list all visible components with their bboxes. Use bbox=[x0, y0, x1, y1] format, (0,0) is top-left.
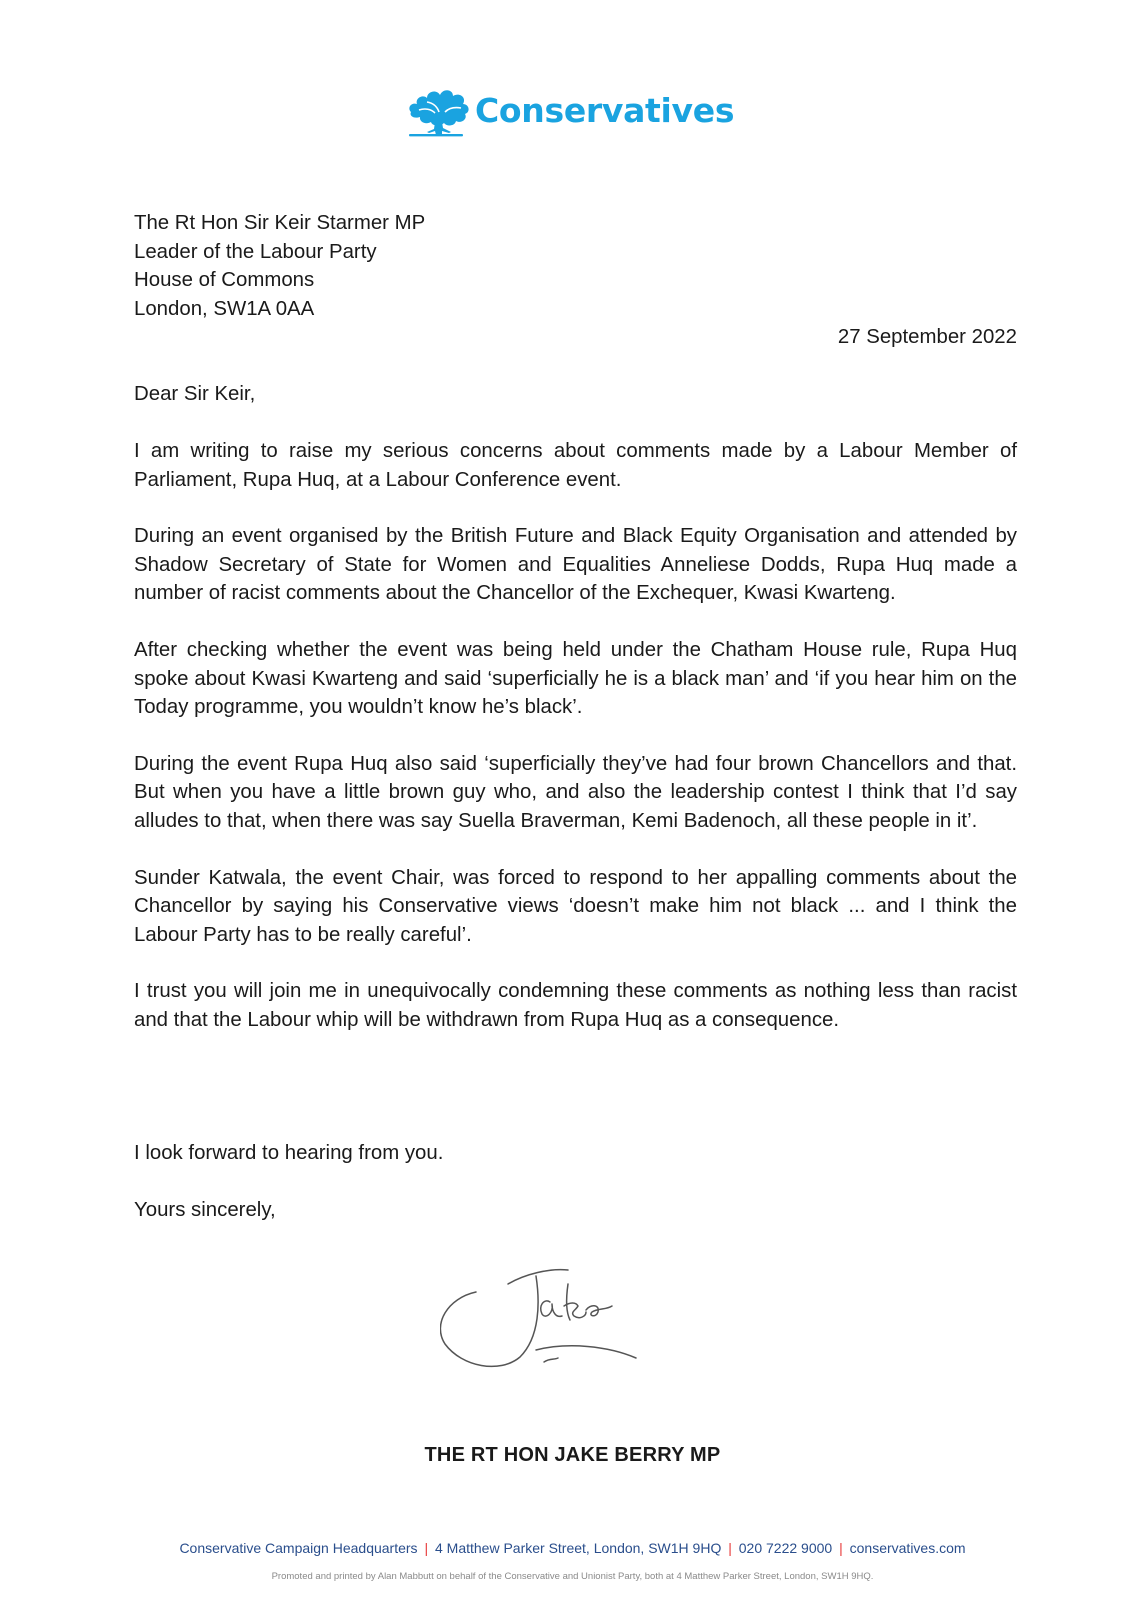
footer-separator: | bbox=[424, 1540, 429, 1556]
conservatives-logo bbox=[405, 82, 734, 138]
footer-phone: 020 7222 9000 bbox=[738, 1540, 833, 1556]
footer-website[interactable]: conservatives.com bbox=[849, 1540, 966, 1556]
body-paragraph: I am writing to raise my serious concerns about comments made by a Labour Member of Parliament, Rupa Huq, at a Labour Conference event. bbox=[134, 440, 1017, 491]
recipient-line: The Rt Hon Sir Keir Starmer MP bbox=[134, 212, 426, 234]
footer-imprint: Promoted and printed by Alan Mabbutt on behalf of the Conservative and Unionist Party, both at 4 Matthew Parker Street, London, SW1H 9HQ. bbox=[271, 1571, 874, 1582]
body-paragraph: During an event organised by the British Future and Black Equity Organisation and attended by Shadow Secretary of State for Women and Equalities Anneliese Dodds, Rupa Huq made a number of racist comments about the Chancellor of the Exchequer, Kwasi Kwarteng. bbox=[134, 525, 1017, 605]
recipient-address bbox=[134, 209, 1017, 323]
logo-wordmark: Conservatives bbox=[475, 90, 735, 130]
body-paragraph: Sunder Katwala, the event Chair, was forced to respond to her appalling comments about the Chancellor by saying his Conservative views ‘doesn’t make him not black ... and I think the Labour Party has to be really careful’. bbox=[134, 866, 1017, 946]
handwritten-signature bbox=[440, 1262, 660, 1392]
body-paragraph: I trust you will join me in unequivocally condemning these comments as nothing less than racist and that the Labour whip will be withdrawn from Rupa Huq as a consequence. bbox=[134, 980, 1017, 1031]
tree-icon bbox=[405, 82, 473, 138]
letter-date: 27 September 2022 bbox=[837, 326, 1017, 348]
footer-address: 4 Matthew Parker Street, London, SW1H 9HQ bbox=[434, 1540, 722, 1556]
letter-body bbox=[134, 437, 1017, 1063]
salutation: Dear Sir Keir, bbox=[134, 383, 256, 405]
footer-separator: | bbox=[728, 1540, 732, 1556]
sign-off: Yours sincerely, bbox=[134, 1198, 276, 1221]
footer-hq: Conservative Campaign Headquarters bbox=[179, 1540, 418, 1556]
closing bbox=[134, 1139, 1017, 1252]
closing-line: I look forward to hearing from you. bbox=[134, 1142, 444, 1164]
body-paragraph: After checking whether the event was being held under the Chatham House rule, Rupa Huq spoke about Kwasi Kwarteng and said ‘superficially he is a black man’ and ‘if you hear him on the Today programme, you wouldn’t know he’s black’. bbox=[134, 638, 1017, 719]
recipient-line: London, SW1A 0AA bbox=[134, 297, 315, 320]
signatory-name: THE RT HON JAKE BERRY MP bbox=[424, 1444, 721, 1466]
footer-contact bbox=[0, 1540, 1145, 1556]
recipient-line: Leader of the Labour Party bbox=[134, 240, 377, 263]
body-paragraph: During the event Rupa Huq also said ‘superficially they’ve had four brown Chancellors and that. But when you have a little brown guy who, and also the leadership contest I think that I’d say alludes to that, when there was say Suella Braverman, Kemi Badenoch, all these people in it’. bbox=[134, 752, 1017, 832]
recipient-line: House of Commons bbox=[134, 269, 315, 292]
footer-separator: | bbox=[839, 1540, 843, 1556]
